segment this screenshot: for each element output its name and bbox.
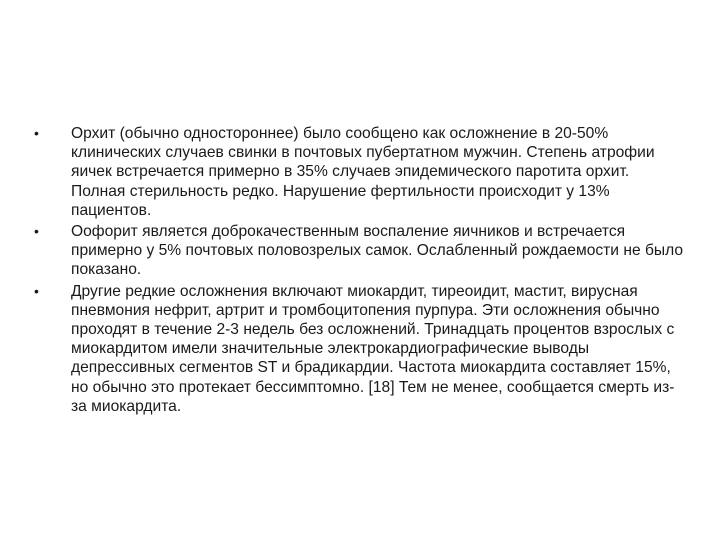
bullet-icon: • <box>34 223 39 240</box>
bullet-icon: • <box>34 282 39 299</box>
bullet-list <box>34 124 684 418</box>
bullet-text: Оофорит является доброкачественным воспаление яичников и встречается примерно у 5% почтовых половозрелых самок. Ослабленный рождаемости не было показано. <box>71 223 684 279</box>
bullet-item-oophoritis <box>34 222 684 280</box>
bullet-text: Орхит (обычно одностороннее) было сообщено как осложнение в 20-50% клинических случаев свинки в почтовых пубертатном мужчин. Степень атрофии яичек встречается примерно в 35% случаев эпидемического паротита орхит. Полная стерильность редко. Нарушение фертильности происходит у 13% пациентов. <box>71 125 655 219</box>
bullet-item-other-complications <box>34 282 684 416</box>
bullet-item-orchitis <box>34 124 684 220</box>
bullet-text: Другие редкие осложнения включают миокардит, тиреоидит, мастит, вирусная пневмония нефрит, артрит и тромбоцитопения пурпура. Эти осложнения обычно проходят в течение 2-3 недель без осложнений. Тринадцать процентов взрослых с миокардитом имели значительные электрокардиографические выводы депрессивных сегментов ST и брадикардии. Частота миокардита составляет 15%, но обычно это протекает бессимптомно. [18] Тем не менее, сообщается смерть из-за миокардита. <box>71 282 675 415</box>
bullet-icon: • <box>34 125 39 141</box>
